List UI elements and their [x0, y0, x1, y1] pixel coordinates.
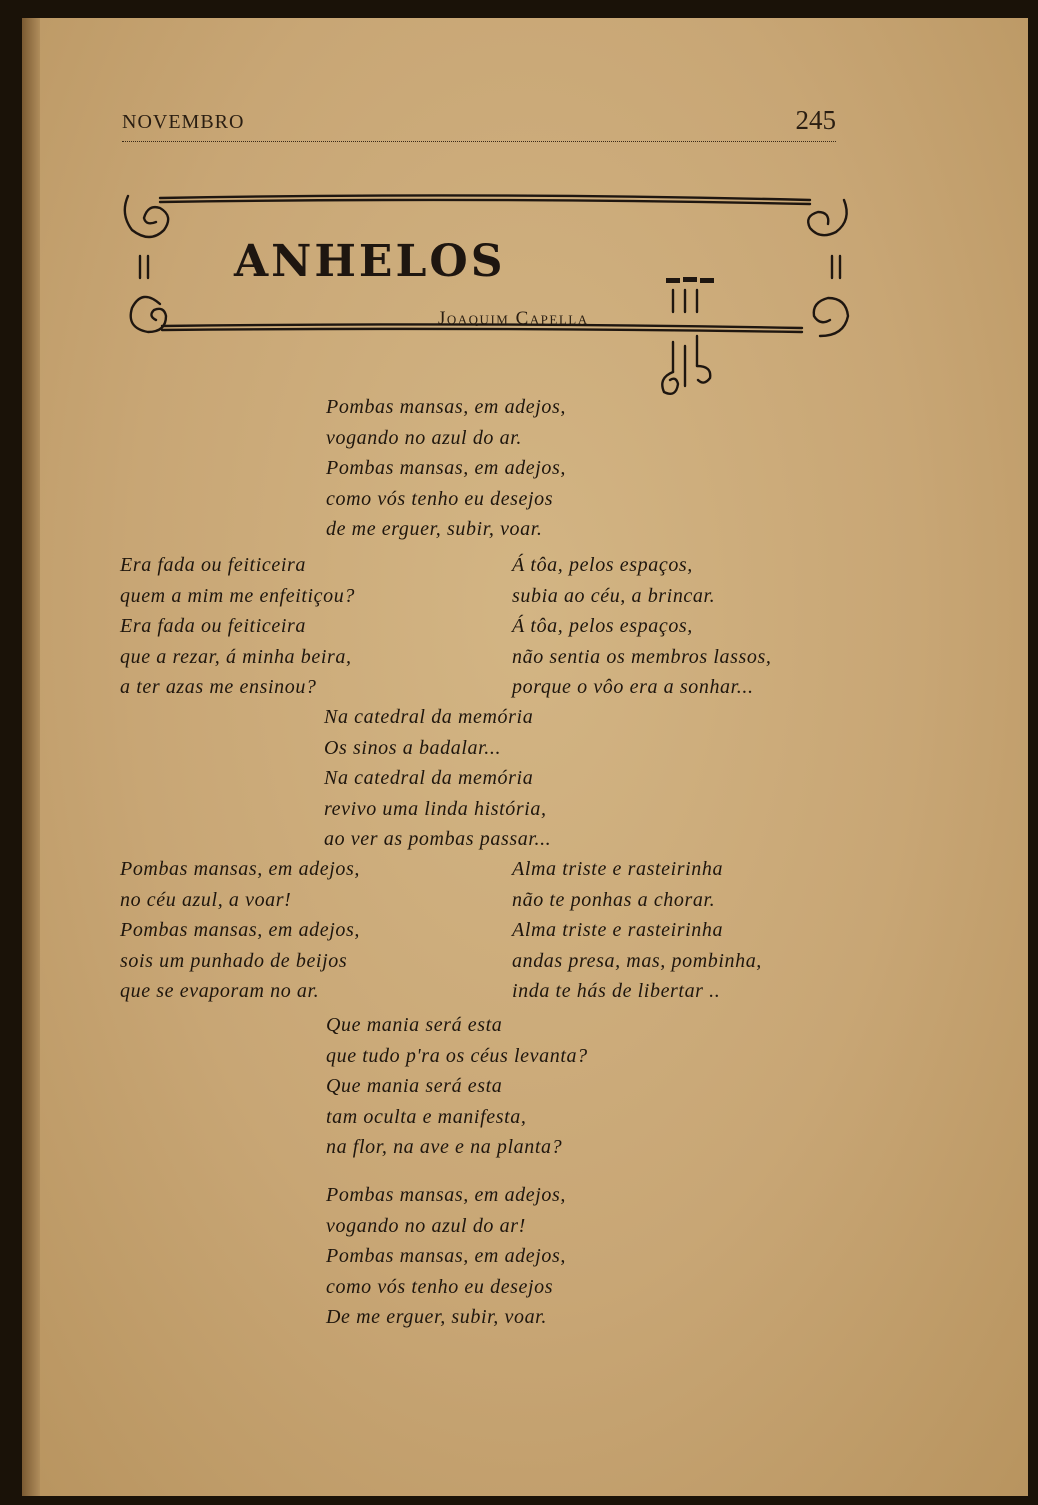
verse-line: porque o vôo era a sonhar...	[512, 676, 754, 698]
verse-line: como vós tenho eu desejos	[326, 1275, 554, 1298]
stanza-4	[324, 702, 551, 855]
running-head	[122, 105, 836, 142]
verse-line: De me erguer, subir, voar.	[326, 1306, 547, 1328]
stanza-3	[512, 550, 771, 703]
verse-line: não te ponhas a chorar.	[512, 888, 716, 911]
verse-line: Na catedral da memória	[324, 767, 534, 789]
verse-line: como vós tenho eu desejos	[326, 487, 554, 510]
verse-line: subia ao céu, a brincar.	[512, 584, 716, 607]
verse-line: Á tôa, pelos espaços,	[512, 554, 693, 576]
verse-line: sois um punhado de beijos	[120, 949, 348, 972]
verse-line: Pombas mansas, em adejos,	[326, 396, 566, 418]
verse-line: Pombas mansas, em adejos,	[326, 457, 566, 479]
verse-line: que se evaporam no ar.	[120, 980, 320, 1002]
verse-line: Pombas mansas, em adejos,	[120, 858, 360, 880]
verse-line: Alma triste e rasteirinha	[512, 858, 724, 880]
stanza-6	[512, 854, 762, 1007]
verse-line: no céu azul, a voar!	[120, 888, 292, 911]
verse-line: quem a mim me enfeitiçou?	[120, 584, 355, 607]
verse-line: Os sinos a badalar...	[324, 736, 502, 759]
running-head-month: NOVEMBRO	[122, 111, 245, 133]
verse-line: que tudo p'ra os céus levanta?	[326, 1044, 588, 1067]
verse-line: na flor, na ave e na planta?	[326, 1136, 563, 1158]
page-spine-shadow	[22, 18, 40, 1496]
verse-line: Na catedral da memória	[324, 706, 534, 728]
verse-line: andas presa, mas, pombinha,	[512, 949, 762, 972]
verse-line: Era fada ou feiticeira	[120, 615, 306, 637]
verse-line: Era fada ou feiticeira	[120, 554, 306, 576]
verse-line: vogando no azul do ar.	[326, 426, 522, 449]
poem-author: Joaquim Capella	[438, 308, 589, 329]
verse-line: vogando no azul do ar!	[326, 1214, 526, 1237]
verse-line: Alma triste e rasteirinha	[512, 919, 724, 941]
verse-line: Pombas mansas, em adejos,	[326, 1245, 566, 1267]
verse-line: de me erguer, subir, voar.	[326, 518, 543, 540]
stanza-8	[326, 1180, 566, 1333]
verse-line: tam oculta e manifesta,	[326, 1105, 527, 1128]
verse-line: a ter azas me ensinou?	[120, 676, 317, 698]
verse-line: não sentia os membros lassos,	[512, 645, 772, 668]
stanza-2	[120, 550, 355, 703]
stanza-7	[326, 1010, 588, 1163]
verse-line: Pombas mansas, em adejos,	[120, 919, 360, 941]
book-page	[22, 18, 1028, 1496]
verse-line: que a rezar, á minha beira,	[120, 645, 352, 668]
verse-line: inda te hás de libertar ..	[512, 980, 721, 1002]
verse-line: Que mania será esta	[326, 1075, 503, 1097]
title-ornamental-frame	[120, 186, 860, 396]
verse-line: Que mania será esta	[326, 1014, 503, 1036]
verse-line: ao ver as pombas passar...	[324, 828, 552, 850]
stanza-5	[120, 854, 360, 1007]
verse-line: revivo uma linda história,	[324, 797, 547, 820]
stanza-1	[326, 392, 566, 545]
verse-line: Pombas mansas, em adejos,	[326, 1184, 566, 1206]
page-number: 245	[795, 105, 836, 135]
poem-title: ANHELOS	[234, 236, 506, 287]
verse-line: Á tôa, pelos espaços,	[512, 615, 693, 637]
